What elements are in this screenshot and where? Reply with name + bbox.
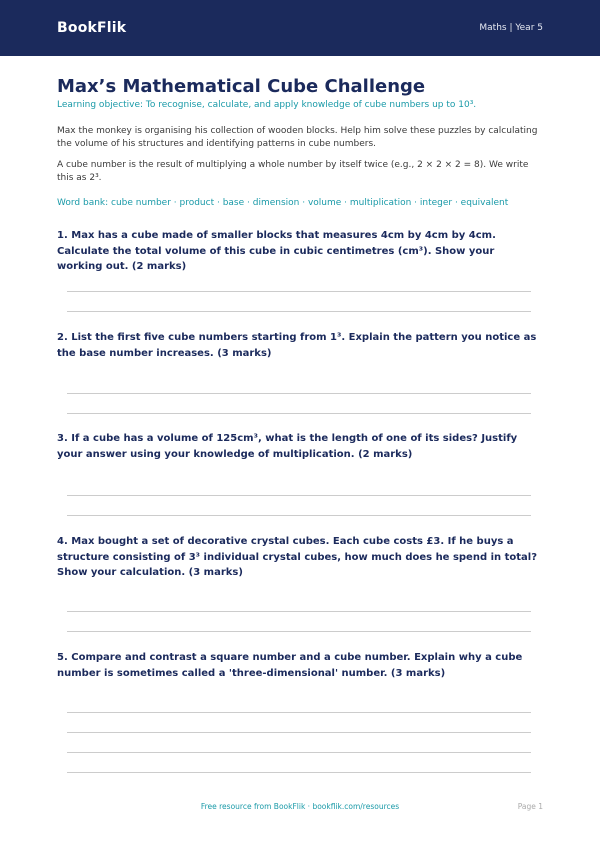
answer-line[interactable]	[67, 772, 531, 773]
answer-line[interactable]	[67, 732, 531, 733]
question-3: 3. If a cube has a volume of 125cm³, what is the length of one of its sides? Justify your answer using your knowledge of multiplication. (2 marks)	[57, 433, 518, 460]
answer-line[interactable]	[67, 631, 531, 632]
definition-paragraph: A cube number is the result of multiplying a whole number by itself twice (e.g., 2 × 2 × 2 = 8). We write this as 2³.	[57, 160, 529, 183]
answer-line[interactable]	[67, 311, 531, 312]
answer-line[interactable]	[67, 291, 531, 292]
learning-objective: Learning objective: To recognise, calculate, and apply knowledge of cube numbers up to 10³.	[57, 100, 477, 110]
question-1: 1. Max has a cube made of smaller blocks that measures 4cm by 4cm by 4cm. Calculate the total volume of this cube in cubic centimetres (cm³). Show your working out. (2 marks)	[57, 230, 496, 272]
question-5: 5. Compare and contrast a square number and a cube number. Explain why a cube number is sometimes called a 'three-dimensional' number. (3 marks)	[57, 652, 523, 679]
question-4: 4. Max bought a set of decorative crystal cubes. Each cube costs £3. If he buys a structure consisting of 3³ individual crystal cubes, how much does he spend in total? Show your calculation. (3 marks)	[57, 536, 538, 578]
answer-line[interactable]	[67, 752, 531, 753]
header-bar	[0, 0, 600, 56]
word-bank: Word bank: cube number · product · base · dimension · volume · multiplication · integer · equivalent	[57, 198, 509, 208]
footer-link[interactable]: Free resource from BookFlik · bookflik.com/resources	[200, 802, 400, 811]
answer-line[interactable]	[67, 611, 531, 612]
brand-logo[interactable]: BookFlik	[57, 20, 127, 36]
subject-label: Maths | Year 5	[479, 23, 543, 33]
question-2: 2. List the first five cube numbers starting from 1³. Explain the pattern you notice as the base number increases. (3 marks)	[57, 332, 537, 359]
page-title: Max’s Mathematical Cube Challenge	[57, 76, 426, 97]
answer-line[interactable]	[67, 712, 531, 713]
answer-line[interactable]	[67, 495, 531, 496]
page-number: Page 1	[517, 802, 543, 811]
answer-line[interactable]	[67, 515, 531, 516]
answer-line[interactable]	[67, 393, 531, 394]
intro-paragraph: Max the monkey is organising his collection of wooden blocks. Help him solve these puzzles by calculating the volume of his structures and identifying patterns in cube numbers.	[57, 126, 538, 149]
answer-line[interactable]	[67, 413, 531, 414]
